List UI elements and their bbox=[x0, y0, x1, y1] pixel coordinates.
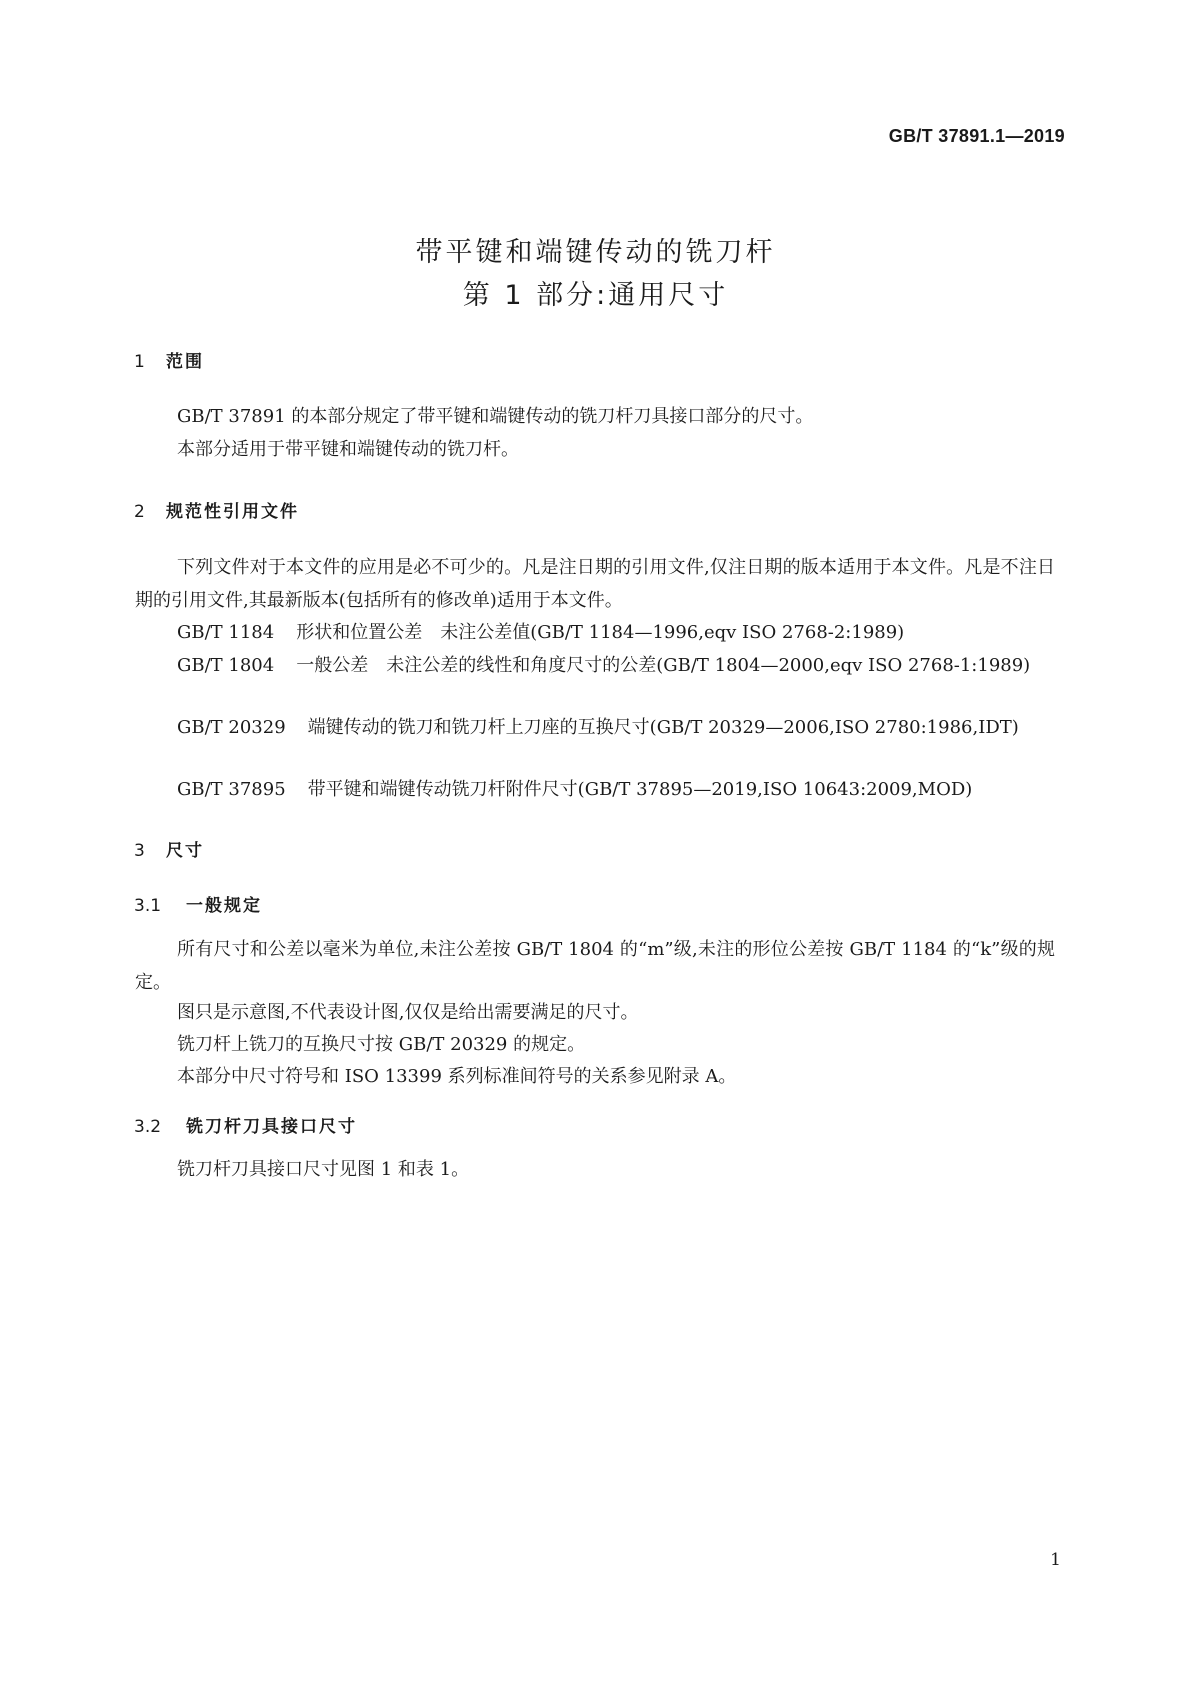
section-title: 尺寸 bbox=[166, 841, 204, 861]
section-number: 3.2 bbox=[134, 1117, 162, 1137]
section-title: 规范性引用文件 bbox=[166, 502, 299, 522]
paragraph: 铣刀杆刀具接口尺寸见图 1 和表 1。 bbox=[177, 1159, 470, 1180]
reference-text: 带平键和端键传动铣刀杆附件尺寸(GB/T 37895—2019,ISO 10643:2009,MOD) bbox=[307, 779, 973, 800]
section-heading-scope bbox=[134, 347, 204, 372]
section-number: 1 bbox=[134, 352, 145, 372]
reference-code: GB/T 20329 bbox=[177, 717, 286, 738]
paragraph: 铣刀杆上铣刀的互换尺寸按 GB/T 20329 的规定。 bbox=[177, 1034, 586, 1055]
reference-item bbox=[135, 773, 1055, 806]
page-number: 1 bbox=[1050, 1550, 1061, 1570]
paragraph: 所有尺寸和公差以毫米为单位,未注公差按 GB/T 1804 的“m”级,未注的形位公差按 GB/T 1184 的“k”级的规定。 bbox=[135, 939, 1055, 993]
section-title: 范围 bbox=[166, 352, 204, 372]
paragraph: GB/T 37891 的本部分规定了带平键和端键传动的铣刀杆刀具接口部分的尺寸。 bbox=[177, 406, 814, 427]
reference-code: GB/T 1804 bbox=[177, 655, 275, 676]
standard-code: GB/T 37891.1—2019 bbox=[888, 126, 1065, 146]
reference-code: GB/T 1184 bbox=[177, 622, 275, 643]
reference-text: 端键传动的铣刀和铣刀杆上刀座的互换尺寸(GB/T 20329—2006,ISO 2780:1986,IDT) bbox=[307, 717, 1019, 738]
section-heading-normative-references bbox=[134, 497, 299, 522]
section-number: 2 bbox=[134, 502, 145, 522]
reference-text: 一般公差 未注公差的线性和角度尺寸的公差(GB/T 1804—2000,eqv ISO 2768-1:1989) bbox=[296, 655, 1031, 676]
section-title: 一般规定 bbox=[186, 896, 262, 916]
paragraph: 本部分中尺寸符号和 ISO 13399 系列标准间符号的关系参见附录 A。 bbox=[177, 1066, 737, 1087]
section-number: 3.1 bbox=[134, 896, 162, 916]
reference-text: 形状和位置公差 未注公差值(GB/T 1184—1996,eqv ISO 2768-2:1989) bbox=[296, 622, 905, 643]
subsection-heading-tool-interface bbox=[134, 1112, 357, 1137]
paragraph: 图只是示意图,不代表设计图,仅仅是给出需要满足的尺寸。 bbox=[177, 1002, 639, 1023]
document-subtitle: 第 1 部分:通用尺寸 bbox=[462, 280, 729, 311]
section-number: 3 bbox=[134, 841, 145, 861]
reference-item bbox=[135, 711, 1055, 744]
reference-item bbox=[135, 649, 1055, 682]
subsection-heading-general bbox=[134, 891, 262, 916]
paragraph: 下列文件对于本文件的应用是必不可少的。凡是注日期的引用文件,仅注日期的版本适用于本文件。凡是不注日期的引用文件,其最新版本(包括所有的修改单)适用于本文件。 bbox=[135, 557, 1055, 611]
section-title: 铣刀杆刀具接口尺寸 bbox=[186, 1117, 357, 1137]
reference-item bbox=[135, 616, 1055, 649]
reference-code: GB/T 37895 bbox=[177, 779, 286, 800]
section-heading-dimensions bbox=[134, 836, 204, 861]
paragraph: 本部分适用于带平键和端键传动的铣刀杆。 bbox=[177, 439, 519, 460]
document-title: 带平键和端键传动的铣刀杆 bbox=[415, 237, 776, 268]
